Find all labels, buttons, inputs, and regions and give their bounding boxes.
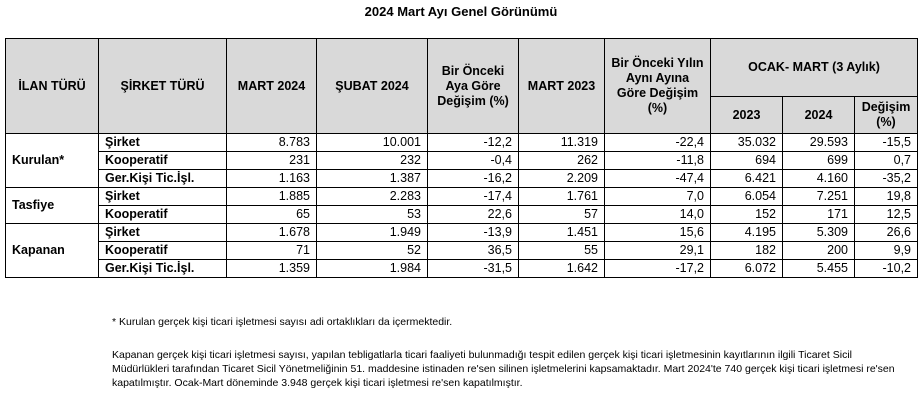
value-cell-aya_gore: 36,5 bbox=[428, 242, 519, 260]
value-cell-aya_gore: -16,2 bbox=[428, 170, 519, 188]
statistics-table bbox=[5, 38, 918, 278]
value-cell-subat2024: 1.387 bbox=[317, 170, 428, 188]
value-cell-mart2023: 1.451 bbox=[519, 224, 605, 242]
header-year-2023: 2023 bbox=[711, 97, 783, 134]
value-cell-om_degisim: 0,7 bbox=[855, 152, 918, 170]
value-cell-mart2023: 262 bbox=[519, 152, 605, 170]
value-cell-aya_gore: -0,4 bbox=[428, 152, 519, 170]
company-type-cell: Şirket bbox=[99, 188, 227, 206]
header-mart-2023: MART 2023 bbox=[519, 39, 605, 134]
company-type-cell: Şirket bbox=[99, 224, 227, 242]
value-cell-subat2024: 1.949 bbox=[317, 224, 428, 242]
value-cell-om2023: 152 bbox=[711, 206, 783, 224]
value-cell-aya_gore: -13,9 bbox=[428, 224, 519, 242]
value-cell-mart2023: 11.319 bbox=[519, 134, 605, 152]
value-cell-mart2024: 1.678 bbox=[227, 224, 317, 242]
value-cell-subat2024: 232 bbox=[317, 152, 428, 170]
table-row bbox=[6, 134, 918, 152]
value-cell-om2024: 171 bbox=[783, 206, 855, 224]
footnote: * Kurulan gerçek kişi ticari işletmesi sayısı adi ortaklıkları da içermektedir. bbox=[112, 316, 453, 328]
header-subat-2024: ŞUBAT 2024 bbox=[317, 39, 428, 134]
value-cell-mart2023: 2.209 bbox=[519, 170, 605, 188]
header-ilan-turu: İLAN TÜRÜ bbox=[6, 39, 99, 134]
value-cell-aya_gore: -31,5 bbox=[428, 260, 519, 278]
value-cell-aya_gore: 22,6 bbox=[428, 206, 519, 224]
value-cell-yila_gore: -47,4 bbox=[605, 170, 711, 188]
company-type-cell: Kooperatif bbox=[99, 242, 227, 260]
group-label: Tasfiye bbox=[6, 188, 99, 224]
value-cell-mart2024: 231 bbox=[227, 152, 317, 170]
table-row bbox=[6, 260, 918, 278]
value-cell-om2023: 694 bbox=[711, 152, 783, 170]
closure-note: Kapanan gerçek kişi ticari işletmesi sayısı, yapılan tebligatlarla ticari faaliyeti bulunmadığı tespit edilen gerçek kişi ticari işletmesinin kayıtlarının ilgili Ticaret Sicil Müdürlükleri tarafından Ticaret Sicil Yönetmeliğinin 51. maddesine istinaden re'sen silinen işletmelerini kapsamaktadır. Mart 2024'te 740 gerçek kişi ticari işletmesi re'sen kapatılmıştır. Ocak-Mart döneminde 3.948 gerçek kişi ticari işletmesi re'sen kapatılmıştır. bbox=[112, 349, 895, 389]
value-cell-om_degisim: -10,2 bbox=[855, 260, 918, 278]
value-cell-yila_gore: 7,0 bbox=[605, 188, 711, 206]
value-cell-mart2024: 71 bbox=[227, 242, 317, 260]
value-cell-mart2024: 65 bbox=[227, 206, 317, 224]
header-mart-2024: MART 2024 bbox=[227, 39, 317, 134]
value-cell-aya_gore: -12,2 bbox=[428, 134, 519, 152]
value-cell-yila_gore: -22,4 bbox=[605, 134, 711, 152]
company-type-cell: Ger.Kişi Tic.İşl. bbox=[99, 260, 227, 278]
company-type-cell: Ger.Kişi Tic.İşl. bbox=[99, 170, 227, 188]
value-cell-subat2024: 1.984 bbox=[317, 260, 428, 278]
value-cell-mart2023: 1.761 bbox=[519, 188, 605, 206]
group-label: Kurulan* bbox=[6, 134, 99, 188]
value-cell-yila_gore: -11,8 bbox=[605, 152, 711, 170]
value-cell-om2023: 35.032 bbox=[711, 134, 783, 152]
value-cell-om2024: 4.160 bbox=[783, 170, 855, 188]
header-sirket-turu: ŞİRKET TÜRÜ bbox=[99, 39, 227, 134]
value-cell-mart2023: 55 bbox=[519, 242, 605, 260]
value-cell-om2024: 699 bbox=[783, 152, 855, 170]
value-cell-om2023: 182 bbox=[711, 242, 783, 260]
value-cell-om2023: 4.195 bbox=[711, 224, 783, 242]
header-yila-gore-degisim: Bir Önceki Yılın Aynı Ayına Göre Değişim (%) bbox=[605, 39, 711, 134]
company-type-cell: Şirket bbox=[99, 134, 227, 152]
value-cell-mart2023: 1.642 bbox=[519, 260, 605, 278]
value-cell-om_degisim: 19,8 bbox=[855, 188, 918, 206]
value-cell-mart2023: 57 bbox=[519, 206, 605, 224]
value-cell-aya_gore: -17,4 bbox=[428, 188, 519, 206]
company-type-cell: Kooperatif bbox=[99, 152, 227, 170]
table-row bbox=[6, 152, 918, 170]
value-cell-om_degisim: -15,5 bbox=[855, 134, 918, 152]
value-cell-yila_gore: 14,0 bbox=[605, 206, 711, 224]
value-cell-om_degisim: 26,6 bbox=[855, 224, 918, 242]
value-cell-mart2024: 1.885 bbox=[227, 188, 317, 206]
value-cell-om2024: 5.455 bbox=[783, 260, 855, 278]
table-row bbox=[6, 170, 918, 188]
value-cell-yila_gore: -17,2 bbox=[605, 260, 711, 278]
value-cell-mart2024: 1.359 bbox=[227, 260, 317, 278]
header-ocak-mart: OCAK- MART (3 Aylık) bbox=[711, 39, 918, 97]
value-cell-om2023: 6.072 bbox=[711, 260, 783, 278]
value-cell-yila_gore: 15,6 bbox=[605, 224, 711, 242]
value-cell-subat2024: 53 bbox=[317, 206, 428, 224]
value-cell-subat2024: 2.283 bbox=[317, 188, 428, 206]
value-cell-om2023: 6.054 bbox=[711, 188, 783, 206]
value-cell-om2024: 29.593 bbox=[783, 134, 855, 152]
value-cell-om2024: 200 bbox=[783, 242, 855, 260]
value-cell-mart2024: 8.783 bbox=[227, 134, 317, 152]
page-title: 2024 Mart Ayı Genel Görünümü bbox=[364, 4, 558, 19]
value-cell-om_degisim: 12,5 bbox=[855, 206, 918, 224]
table-row bbox=[6, 206, 918, 224]
value-cell-om2023: 6.421 bbox=[711, 170, 783, 188]
group-label: Kapanan bbox=[6, 224, 99, 278]
value-cell-om2024: 5.309 bbox=[783, 224, 855, 242]
value-cell-om2024: 7.251 bbox=[783, 188, 855, 206]
header-degisim: Değişim (%) bbox=[855, 97, 918, 134]
value-cell-om_degisim: -35,2 bbox=[855, 170, 918, 188]
table-row bbox=[6, 224, 918, 242]
header-aya-gore-degisim: Bir Önceki Aya Göre Değişim (%) bbox=[428, 39, 519, 134]
header-year-2024: 2024 bbox=[783, 97, 855, 134]
value-cell-om_degisim: 9,9 bbox=[855, 242, 918, 260]
value-cell-yila_gore: 29,1 bbox=[605, 242, 711, 260]
value-cell-subat2024: 52 bbox=[317, 242, 428, 260]
table-row bbox=[6, 242, 918, 260]
value-cell-mart2024: 1.163 bbox=[227, 170, 317, 188]
company-type-cell: Kooperatif bbox=[99, 206, 227, 224]
table-row bbox=[6, 188, 918, 206]
value-cell-subat2024: 10.001 bbox=[317, 134, 428, 152]
